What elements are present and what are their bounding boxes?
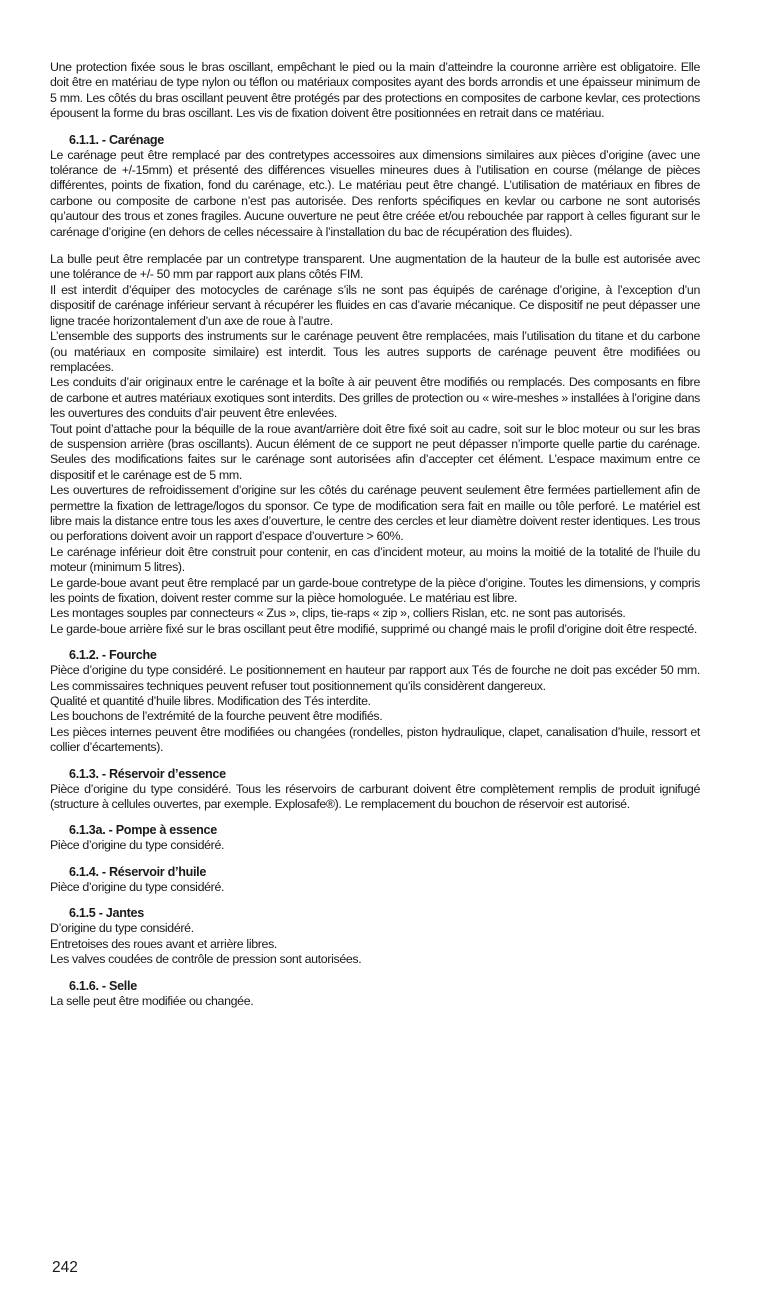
- section-heading-carenage: 6.1.1. - Carénage: [69, 132, 164, 147]
- document-page: [50, 60, 700, 1009]
- section-heading-reservoir-essence: 6.1.3. - Réservoir d’essence: [69, 766, 226, 781]
- page-number: 242: [52, 1259, 78, 1276]
- paragraph: La selle peut être modifiée ou changée.: [50, 993, 254, 1008]
- paragraph: Les pièces internes peuvent être modifiées ou changées (rondelles, piston hydraulique, clapet, canalisation d’huile, ressort et collier d’écartements).: [50, 724, 700, 755]
- paragraph: Qualité et quantité d’huile libres. Modification des Tés interdite.: [50, 694, 371, 709]
- paragraph: Les ouvertures de refroidissement d’origine sur les côtés du carénage peuvent seulement être fermées partiellement afin de permettre la fixation de lettrage/logos du sponsor. Ce type de modification sera fait en maille ou tôle perforé. Le matériel est libre mais la distance entre tous les axes d’ouverture, le centre des cercles et leur diamètre doivent rester identiques. Les trous ou perforations doivent avoir un rapport d’espace d’ouverture > 60%.: [50, 483, 700, 544]
- paragraph: Pièce d’origine du type considéré.: [50, 879, 225, 894]
- paragraph: Le carénage inférieur doit être construit pour contenir, en cas d’incident moteur, au moins la moitié de la totalité de l’huile du moteur (minimum 5 litres).: [50, 544, 700, 575]
- intro-paragraph: Une protection fixée sous le bras oscillant, empêchant le pied ou la main d’atteindre la couronne arrière est obligatoire. Elle doit être en matériau de type nylon ou téflon ou matériaux composites ayant des bords arrondis et une épaisseur minimum de 5 mm. Les côtés du bras oscillant peuvent être protégés par des protections en composites de carbone kevlar, ces protections épousent la forme du bras oscillant. Les vis de fixation doivent être positionnées en retrait dans ce matériau.: [50, 60, 700, 121]
- paragraph: Pièce d’origine du type considéré. Tous les réservoirs de carburant doivent être complètement remplis de produit ignifugé (structure à cellules ouvertes, par exemple. Explosafe®). Le remplacement du bouchon de réservoir est autorisé.: [50, 781, 700, 812]
- paragraph: Les montages souples par connecteurs « Zus », clips, tie-raps « zip », colliers Rislan, etc. ne sont pas autorisés.: [50, 606, 626, 621]
- paragraph: Pièce d’origine du type considéré.: [50, 838, 225, 853]
- paragraph: Pièce d’origine du type considéré. Le positionnement en hauteur par rapport aux Tés de fourche ne doit pas excéder 50 mm. Les commissaires techniques peuvent refuser tout positionnement qu’ils considèrent dangereux.: [50, 663, 700, 693]
- paragraph: Les bouchons de l’extrémité de la fourche peuvent être modifiés.: [50, 709, 383, 724]
- paragraph: L’ensemble des supports des instruments sur le carénage peuvent être remplacées, mais l’utilisation du titane et du carbone (ou matériaux en composite similaire) est interdit. Tous les autres supports de carénage peuvent être modifiées ou remplacées.: [50, 329, 700, 374]
- paragraph: Le carénage peut être remplacé par des contretypes accessoires aux dimensions similaires aux pièces d’origine (avec une tolérance de +/-15mm) et présenté des différences visuelles mineures dues à l’utilisation en course (mélange de pièces différentes, points de fixation, fond du carénage, etc.). Le matériau peut être changé. L’utilisation de matériaux en fibres de carbone ou composite de carbone n’est pas autorisée. Des renforts spécifiques en kevlar ou carbone ne sont autorisés qu’autour des trous et zones fragiles. Aucune ouverture ne peut être créée et/ou rebouchée par rapport à celles figurant sur le carénage d’origine (en dehors de celles nécessaire à l’installation du bac de récupération des fluides).: [50, 147, 700, 239]
- paragraph: Il est interdit d’équiper des motocycles de carénage s’ils ne sont pas équipés de carénage d’origine, à l’exception d’un dispositif de carénage inférieur servant à récupérer les fluides en cas d’avarie mécanique. Ce dispositif ne peut dépasser une ligne tracée horizontalement d’un axe de roue à l’autre.: [50, 282, 700, 328]
- paragraph: D’origine du type considéré.: [50, 921, 194, 936]
- paragraph: Le garde-boue avant peut être remplacé par un garde-boue contretype de la pièce d’origine. Toutes les dimensions, y compris les points de fixation, doivent rester comme sur la pièce homologuée. Le matériau est libre.: [50, 575, 700, 605]
- paragraph: Le garde-boue arrière fixé sur le bras oscillant peut être modifié, supprimé ou changé mais le profil d’origine doit être respecté.: [50, 621, 698, 636]
- paragraph: Les valves coudées de contrôle de pression sont autorisées.: [50, 952, 362, 967]
- paragraph: Les conduits d’air originaux entre le carénage et la boîte à air peuvent être modifiés ou remplacés. Des composants en fibre de carbone et autres matériaux exotiques sont interdits. Des grilles de protection ou « wire-meshes » installées à l’origine dans les ouvertures des conduits d’air peuvent être enlevées.: [50, 375, 700, 421]
- paragraph: Entretoises des roues avant et arrière libres.: [50, 936, 278, 951]
- section-heading-reservoir-huile: 6.1.4. - Réservoir d’huile: [69, 864, 207, 879]
- paragraph: La bulle peut être remplacée par un contretype transparent. Une augmentation de la hauteur de la bulle est autorisée avec une tolérance de +/- 50 mm par rapport aux plans côtés FIM.: [50, 252, 700, 282]
- section-heading-fourche: 6.1.2. - Fourche: [69, 648, 157, 663]
- section-heading-selle: 6.1.6. - Selle: [69, 978, 137, 993]
- section-heading-jantes: 6.1.5 - Jantes: [69, 906, 144, 921]
- section-heading-pompe-essence: 6.1.3a. - Pompe à essence: [69, 823, 217, 838]
- paragraph: Tout point d’attache pour la béquille de la roue avant/arrière doit être fixé soit au cadre, soit sur le bloc moteur ou sur les bras de suspension arrière (bras oscillants). Aucun élément de ce support ne peut dépasser n’importe quelle partie du carénage. Seules des modifications faites sur le carénage sont autorisées afin d’accepter cet élément. L’espace maximum entre ce dispositif et le carénage est de 5 mm.: [50, 421, 700, 482]
